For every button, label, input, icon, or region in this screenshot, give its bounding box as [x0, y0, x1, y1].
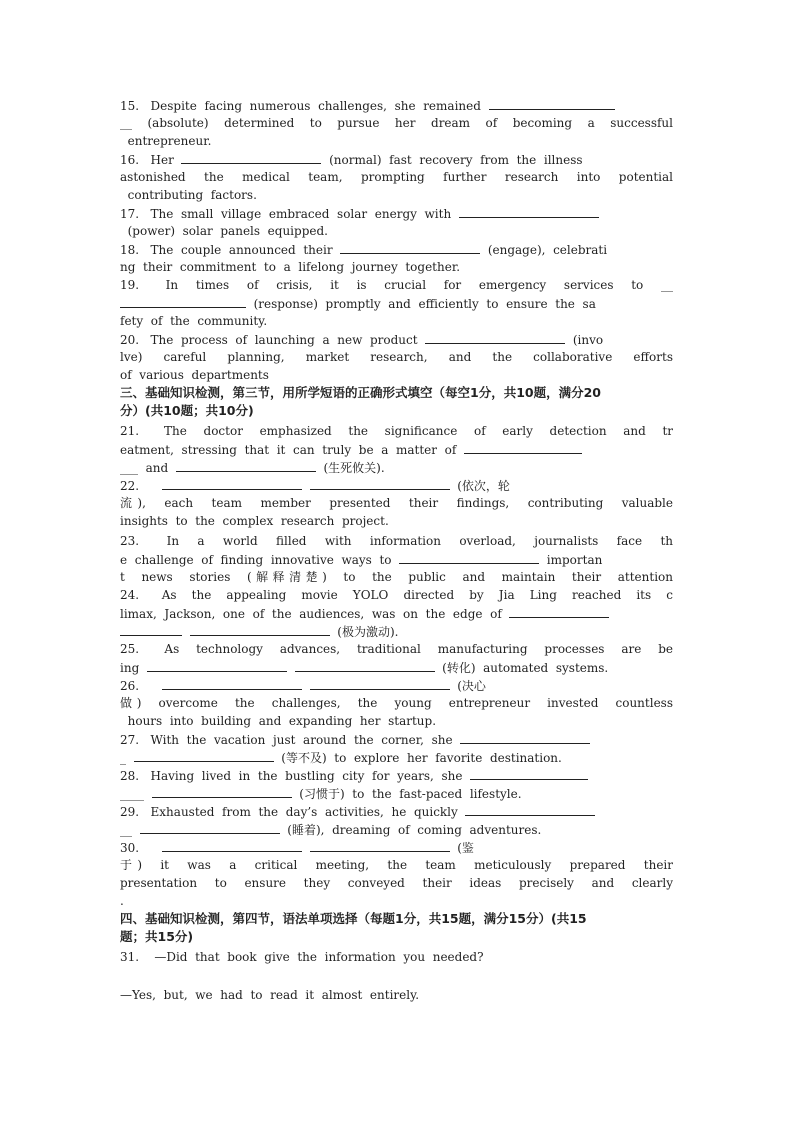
line-text: 三、基础知识检测，第三节，用所学短语的正确形式填空（每空1分，共10题，满分20 — [120, 385, 601, 400]
text-line — [120, 222, 673, 240]
line-text: contributing factors. — [120, 188, 257, 202]
text-line — [120, 748, 673, 766]
answer-blank[interactable] — [162, 476, 302, 490]
line-text: of various departments — [120, 368, 269, 382]
section-heading-line — [120, 928, 673, 946]
line-text: 21. The doctor emphasized the significance of early detection and tr — [120, 424, 673, 438]
line-text: 16. Her — [120, 153, 182, 167]
text-line — [120, 532, 673, 550]
answer-blank[interactable] — [162, 676, 302, 690]
text-line — [120, 568, 673, 586]
text-line — [120, 204, 673, 222]
line-text: 31. —Did that book give the information you needed? — [120, 950, 484, 964]
text-line — [120, 114, 673, 132]
text-line — [120, 186, 673, 204]
answer-blank[interactable] — [489, 96, 615, 110]
text-line — [120, 640, 673, 658]
text-line — [120, 874, 673, 892]
line-text: eatment, stressing that it can truly be a matter of — [120, 443, 464, 457]
text-line — [120, 676, 673, 694]
section-heading-line — [120, 384, 673, 402]
answer-blank[interactable] — [310, 476, 450, 490]
answer-blank[interactable] — [460, 730, 590, 744]
answer-blank[interactable] — [134, 748, 274, 762]
answer-blank[interactable] — [140, 820, 280, 834]
answer-blank[interactable] — [120, 294, 246, 308]
text-line — [120, 512, 673, 530]
text-line — [120, 838, 673, 856]
text-line — [120, 312, 673, 330]
line-text: 26. — [120, 679, 162, 693]
line-text-after: importan — [539, 553, 603, 567]
line-text: 18. The couple announced their — [120, 243, 341, 257]
line-text: 28. Having lived in the bustling city for years, she — [120, 769, 471, 783]
line-text-after — [302, 841, 310, 855]
line-text-after — [182, 625, 190, 639]
text-line — [120, 784, 673, 802]
answer-blank[interactable] — [399, 550, 539, 564]
answer-blank[interactable] — [162, 838, 302, 852]
answer-blank[interactable] — [470, 766, 588, 780]
line-text-after — [302, 479, 310, 493]
line-text: astonished the medical team, prompting further research into potential — [120, 170, 673, 184]
answer-blank[interactable] — [190, 622, 330, 636]
text-line — [120, 966, 673, 984]
line-text: 15. Despite facing numerous challenges, she remained — [120, 99, 489, 113]
text-line — [120, 168, 673, 186]
text-line — [120, 802, 673, 820]
text-line — [120, 240, 673, 258]
text-line — [120, 440, 673, 458]
line-text-after: (鉴 — [449, 841, 474, 855]
text-line — [120, 458, 673, 476]
line-text: presentation to ensure they conveyed their ideas precisely and clearly — [120, 876, 673, 890]
line-text: hours into building and expanding her startup. — [120, 714, 437, 728]
text-line — [120, 366, 673, 384]
line-text-after: (normal) fast recovery from the illness — [321, 153, 583, 167]
line-text: 分）(共10题；共10分) — [120, 403, 254, 418]
line-text: ____ — [120, 787, 152, 801]
section-heading-line — [120, 402, 673, 420]
answer-blank[interactable] — [176, 458, 316, 472]
text-line — [120, 948, 673, 966]
line-text-after: (转化) automated systems. — [434, 661, 609, 675]
line-text: 20. The process of launching a new product — [120, 333, 426, 347]
line-text: ing — [120, 661, 147, 675]
line-text-after: (engage), celebrati — [480, 243, 608, 257]
line-text: __ (absolute) determined to pursue her dream of becoming a successful — [120, 116, 673, 130]
line-text: 做) overcome the challenges, the young entrepreneur invested countless — [120, 696, 673, 710]
text-line — [120, 712, 673, 730]
text-line — [120, 294, 673, 312]
line-text-after: (invo — [565, 333, 604, 347]
text-line — [120, 658, 673, 676]
line-text: 题；共15分) — [120, 929, 194, 944]
line-text: . — [120, 894, 124, 908]
answer-blank[interactable] — [464, 440, 582, 454]
line-text: 17. The small village embraced solar energy with — [120, 207, 459, 221]
answer-blank[interactable] — [465, 802, 595, 816]
line-text: t news stories (解释清楚) to the public and maintain their attention — [120, 570, 673, 584]
answer-blank[interactable] — [509, 604, 609, 618]
line-text: _ — [120, 751, 134, 765]
text-line — [120, 622, 673, 640]
text-line — [120, 820, 673, 838]
line-text-after: (极为激动). — [329, 625, 399, 639]
line-text: ___ and — [120, 461, 176, 475]
line-text-after: (睡着), dreaming of coming adventures. — [279, 823, 542, 837]
answer-blank[interactable] — [147, 658, 287, 672]
answer-blank[interactable] — [459, 204, 599, 218]
text-line — [120, 766, 673, 784]
line-text: limax, Jackson, one of the audiences, was on the edge of — [120, 607, 510, 621]
text-line — [120, 348, 673, 366]
line-text: 27. With the vacation just around the corner, she — [120, 733, 461, 747]
text-line — [120, 550, 673, 568]
line-text-after — [287, 661, 295, 675]
text-line — [120, 422, 673, 440]
line-text-after: (决心 — [449, 679, 486, 693]
text-line — [120, 586, 673, 604]
line-text: 于) it was a critical meeting, the team meticulously prepared their — [120, 858, 673, 872]
line-text-after — [302, 679, 310, 693]
line-text: 19. In times of crisis, it is crucial for emergency services to __ — [120, 278, 673, 292]
line-text: lve) careful planning, market research, and the collaborative efforts — [120, 350, 673, 364]
answer-blank[interactable] — [181, 150, 321, 164]
line-text-after: (习惯于) to the fast-paced lifestyle. — [291, 787, 522, 801]
line-text: 流), each team member presented their findings, contributing valuable — [120, 496, 673, 510]
line-text: entrepreneur. — [120, 134, 212, 148]
answer-blank[interactable] — [310, 676, 450, 690]
line-text: 30. — [120, 841, 162, 855]
line-text: 29. Exhausted from the day’s activities, he quickly — [120, 805, 466, 819]
text-line — [120, 96, 673, 114]
line-text: insights to the complex research project. — [120, 514, 389, 528]
line-text: (power) solar panels equipped. — [120, 224, 328, 238]
text-line — [120, 476, 673, 494]
line-text: fety of the community. — [120, 314, 268, 328]
line-text-after: (生死攸关). — [315, 461, 385, 475]
line-text-after: (依次，轮 — [449, 479, 510, 493]
answer-blank[interactable] — [425, 330, 565, 344]
text-line — [120, 258, 673, 276]
line-text-after: (response) promptly and efficiently to ensure the sa — [246, 297, 596, 311]
line-text: 25. As technology advances, traditional manufacturing processes are be — [120, 642, 673, 656]
text-line — [120, 150, 673, 168]
text-line — [120, 730, 673, 748]
line-text: 23. In a world filled with information overload, journalists face th — [120, 534, 673, 548]
line-text: 24. As the appealing movie YOLO directed by Jia Ling reached its c — [120, 588, 673, 602]
text-line — [120, 132, 673, 150]
text-line — [120, 856, 673, 874]
line-text-after: (等不及) to explore her favorite destination. — [273, 751, 562, 765]
text-line — [120, 494, 673, 512]
answer-blank[interactable] — [295, 658, 435, 672]
text-line — [120, 892, 673, 910]
line-text: ng their commitment to a lifelong journey together. — [120, 260, 461, 274]
text-line — [120, 694, 673, 712]
text-line — [120, 986, 673, 1004]
line-text: 22. — [120, 479, 162, 493]
answer-blank[interactable] — [120, 622, 182, 636]
line-text: —Yes, but, we had to read it almost entirely. — [120, 988, 420, 1002]
line-text: 四、基础知识检测，第四节，语法单项选择（每题1分，共15题，满分15分）(共15 — [120, 911, 587, 926]
text-line — [120, 276, 673, 294]
section-heading-line — [120, 910, 673, 928]
answer-blank[interactable] — [310, 838, 450, 852]
text-line — [120, 330, 673, 348]
line-text: __ — [120, 823, 140, 837]
text-line — [120, 604, 673, 622]
answer-blank[interactable] — [152, 784, 292, 798]
line-text: e challenge of finding innovative ways to — [120, 553, 400, 567]
answer-blank[interactable] — [340, 240, 480, 254]
